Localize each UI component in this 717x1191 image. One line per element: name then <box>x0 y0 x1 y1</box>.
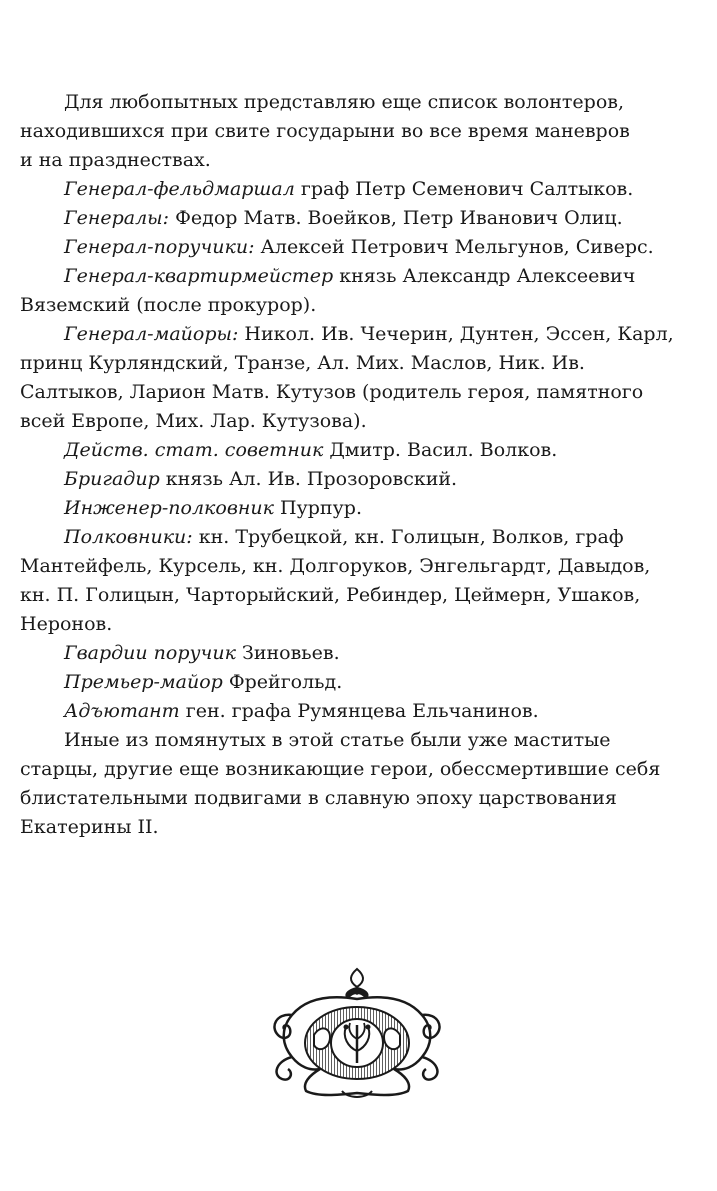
entry-paragraph <box>64 639 634 668</box>
intro-line: и на празднествах. <box>20 149 211 171</box>
entry-continuation: кн. П. Голицын, Чарторыйский, Ребиндер, Цеймерн, Ушаков, <box>20 584 641 606</box>
entry-text: Дмитр. Васил. Волков. <box>323 439 558 461</box>
closing-line: Екатерины II. <box>20 816 159 838</box>
entry-paragraph <box>20 523 651 639</box>
entry-line <box>64 204 634 233</box>
entry-paragraph <box>64 204 634 233</box>
entry-title: Генерал-майоры: <box>64 323 239 345</box>
intro-line: находившихся при свите государыни во все время маневров <box>20 120 630 142</box>
entry-title: Действ. стат. советник <box>64 439 324 461</box>
entry-title: Генералы: <box>64 207 170 229</box>
entry-text: Зиновьев. <box>235 642 340 664</box>
entry-paragraph <box>64 465 634 494</box>
entry-line <box>64 668 634 697</box>
entry-continuation: Вяземский (после прокурор). <box>20 294 317 316</box>
entry-paragraph <box>20 262 636 320</box>
entry-title: Гвардии поручик <box>64 642 236 664</box>
entry-paragraph <box>64 668 634 697</box>
entry-line <box>64 494 634 523</box>
entry-text: Фрейгольд. <box>222 671 343 693</box>
entry-line <box>64 262 634 291</box>
entry-text: ген. графа Румянцева Ельчанинов. <box>179 700 539 722</box>
entry-title: Полковники: <box>64 526 193 548</box>
entry-title: Премьер-майор <box>64 671 223 693</box>
closing-line: старцы, другие еще возникающие герои, обессмертившие себя <box>20 758 661 780</box>
entry-text: Пурпур. <box>273 497 362 519</box>
entry-line <box>64 465 634 494</box>
entry-line <box>64 233 654 262</box>
entry-line <box>64 523 634 552</box>
entry-paragraph <box>20 320 674 436</box>
entry-text: Алексей Петрович Мельгунов, Сиверс. <box>254 236 654 258</box>
entry-continuation: Неронов. <box>20 613 113 635</box>
entry-text: князь Александр Алексеевич <box>333 265 636 287</box>
closing-line: блистательными подвигами в славную эпоху царствования <box>20 787 617 809</box>
entry-title: Адъютант <box>64 700 180 722</box>
entry-text: Никол. Ив. Чечерин, Дунтен, Эссен, Карл, <box>238 323 674 345</box>
closing-paragraph <box>20 726 661 842</box>
entry-paragraph <box>64 233 654 262</box>
entry-continuation: всей Европе, Мих. Лар. Кутузова). <box>20 410 367 432</box>
entry-paragraph <box>64 436 634 465</box>
entry-continuation: Мантейфель, Курсель, кн. Долгоруков, Энгельгардт, Давыдов, <box>20 555 651 577</box>
entry-line <box>64 320 674 349</box>
entry-paragraph <box>64 494 634 523</box>
entry-title: Генерал-квартирмейстер <box>64 265 334 287</box>
intro-line: Для любопытных представляю еще список волонтеров, <box>64 91 625 113</box>
entry-line <box>64 639 634 668</box>
entry-continuation: принц Курляндский, Транзе, Ал. Мих. Маслов, Ник. Ив. <box>20 352 585 374</box>
entry-paragraph <box>64 697 634 726</box>
entry-paragraph <box>64 175 634 204</box>
text-block <box>20 88 674 842</box>
entry-line <box>64 697 634 726</box>
entry-line <box>64 175 634 204</box>
closing-line: Иные из помянутых в этой статье были уже маститые <box>64 729 611 751</box>
entry-text: князь Ал. Ив. Прозоровский. <box>159 468 458 490</box>
entry-title: Генерал-фельдмаршал <box>64 178 295 200</box>
intro-paragraph <box>20 88 634 175</box>
entry-title: Инженер-полковник <box>64 497 274 519</box>
entry-title: Генерал-поручики: <box>64 236 255 258</box>
entry-title: Бригадир <box>64 468 160 490</box>
entry-line <box>64 436 634 465</box>
entry-continuation: Салтыков, Ларион Матв. Кутузов (родитель героя, памятного <box>20 381 644 403</box>
floral-vignette-icon <box>262 965 452 1105</box>
entry-text: Федор Матв. Воейков, Петр Иванович Олиц. <box>169 207 623 229</box>
entry-text: кн. Трубецкой, кн. Голицын, Волков, граф <box>192 526 624 548</box>
entry-text: граф Петр Семенович Салтыков. <box>294 178 634 200</box>
